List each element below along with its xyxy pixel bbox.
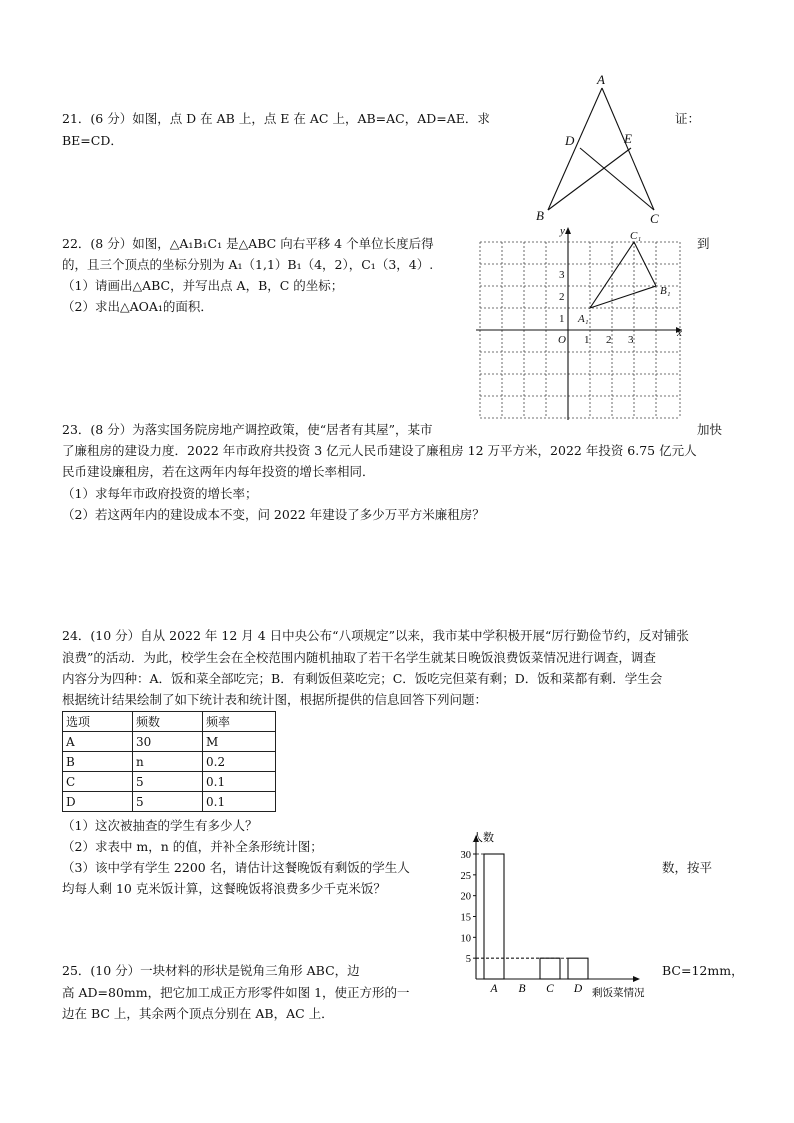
table-row (63, 792, 276, 812)
bar-chart (446, 825, 660, 1000)
table-row (63, 752, 276, 772)
q25-line-3: 边在 BC 上，其余两个顶点分别在 AB，AC 上． (62, 1006, 334, 1021)
table-cell: 5 (133, 772, 203, 792)
table-row (63, 732, 276, 752)
table-cell: 0.1 (203, 772, 276, 792)
table-cell: 0.2 (203, 752, 276, 772)
bar-c (540, 958, 560, 979)
q22-y-axis-label: y (560, 225, 565, 237)
y-tick-label: 15 (460, 912, 471, 924)
table-cell: M (203, 732, 276, 752)
q22-sub-1: （1）请画出△ABC，并写出点 A，B，C 的坐标； (62, 278, 344, 293)
q25-line-2: 高 AD=80mm，把它加工成正方形零件如图 1，使正方形的一 (62, 985, 410, 1000)
q21-line-1-tail: 证： (675, 111, 701, 126)
q22-line-1-tail: 到 (697, 236, 710, 251)
q23-line-2: 了廉租房的建设力度．2022 年市政府共投资 3 亿元人民币建设了廉租房 12 万平方米，2022 年投资 6.75 亿元人 (62, 443, 697, 458)
q21-label-d: D (565, 133, 575, 148)
y-axis-title: 人数 (472, 832, 494, 844)
q24-sub-4: 均每人剩 10 克米饭计算，这餐晚饭将浪费多少千克米饭？ (62, 881, 386, 896)
q22-x-tick-1: 1 (584, 334, 590, 346)
q22-x-tick-3: 3 (628, 334, 634, 346)
q22-label-a1: A₁ (578, 313, 589, 325)
q22-y-tick-2: 2 (559, 291, 565, 303)
q21-label-c: C (650, 211, 659, 226)
q22-y-tick-3: 3 (559, 269, 565, 281)
table-header-row (63, 712, 276, 732)
q23-line-1-tail: 加快 (697, 422, 723, 437)
frequency-table (62, 711, 276, 812)
q23-sub-2: （2）若这两年内的建设成本不变，问 2022 年建设了多少万平方米廉租房？ (62, 507, 485, 522)
table-cell: 5 (133, 792, 203, 812)
q21-line-2: BE=CD． (62, 133, 123, 148)
q23-sub-1: （1）求每年市政府投资的增长率； (62, 486, 258, 501)
table-row (63, 772, 276, 792)
x-axis-title: 剩饭菜情况 (592, 988, 645, 999)
x-tick-label: C (546, 983, 554, 995)
q22-sub-2: （2）求出△AOA₁的面积． (62, 299, 213, 314)
q22-label-c1: C₁ (630, 230, 642, 242)
q21-triangle-figure (528, 68, 678, 226)
table-cell: C (63, 772, 133, 792)
x-tick-label: D (573, 983, 583, 995)
table-cell: 30 (133, 732, 203, 752)
y-tick-label: 5 (465, 954, 471, 966)
q23-line-1: 23．(8 分）为落实国务院房地产调控政策，使“居者有其屋”，某市 (62, 422, 433, 437)
x-axis-arrow (633, 976, 640, 982)
table-cell: D (63, 792, 133, 812)
table-cell: B (63, 752, 133, 772)
y-tick-label: 25 (460, 870, 471, 882)
q24-sub-3-tail: 数，按平 (662, 860, 713, 875)
q24-sub-2: （2）求表中 m，n 的值，并补全条形统计图； (62, 839, 323, 854)
q22-line-2: 的，且三个顶点的坐标分别为 A₁（1,1）B₁（4，2），C₁（3，4）. (62, 257, 434, 272)
q22-x-tick-2: 2 (606, 334, 612, 346)
x-tick-label: A (490, 983, 498, 995)
table-cell: A (63, 732, 133, 752)
bar-d (568, 958, 588, 979)
table-header-cell: 频数 (133, 712, 203, 732)
bar-a (484, 854, 504, 979)
q22-origin-label: O (558, 334, 566, 346)
q21-label-e: E (624, 131, 632, 146)
q24-sub-3: （3）该中学有学生 2200 名，请估计这餐晚饭有剩饭的学生人 (62, 860, 410, 875)
q21-line-1: 21．(6 分）如图，点 D 在 AB 上，点 E 在 AC 上，AB=AC，AD=AE．求 (62, 111, 490, 126)
table-cell: n (133, 752, 203, 772)
q22-line-1: 22．(8 分）如图，△A₁B₁C₁ 是△ABC 向右平移 4 个单位长度后得 (62, 236, 434, 251)
q25-line-1: 25．(10 分）一块材料的形状是锐角三角形 ABC，边 (62, 963, 360, 978)
y-tick-label: 20 (460, 891, 471, 903)
q22-x-axis-label: x (677, 327, 682, 339)
q22-coordinate-grid (474, 224, 690, 422)
q21-label-a: A (597, 72, 605, 87)
q22-label-b1: B₁ (660, 285, 671, 297)
q23-line-3: 民币建设廉租房，若在这两年内每年投资的增长率相同． (62, 464, 375, 479)
q24-line-2: 浪费”的活动．为此，校学生会在全校范围内随机抽取了若干名学生就某日晚饭浪费饭菜情况进行调查，调查 (62, 650, 656, 665)
q22-y-tick-1: 1 (559, 313, 565, 325)
table-header-cell: 选项 (63, 712, 133, 732)
q24-line-1: 24．(10 分）自从 2022 年 12 月 4 日中央公布“八项规定”以来，我市某中学积极开展“厉行勤俭节约，反对铺张 (62, 628, 689, 643)
table-cell: 0.1 (203, 792, 276, 812)
x-tick-label: B (518, 983, 526, 995)
q24-line-3: 内容分为四种：A．饭和菜全部吃完；B．有剩饭但菜吃完；C．饭吃完但菜有剩；D．饭和菜都有剩．学生会 (62, 671, 663, 686)
q25-line-1-tail: BC=12mm， (662, 963, 744, 978)
q21-label-b: B (536, 208, 544, 223)
q24-sub-1: （1）这次被抽查的学生有多少人？ (62, 818, 258, 833)
q24-line-4: 根据统计结果绘制了如下统计表和统计图，根据所提供的信息回答下列问题： (62, 692, 488, 707)
y-tick-label: 30 (460, 850, 471, 861)
table-header-cell: 频率 (203, 712, 276, 732)
y-tick-label: 10 (460, 933, 471, 945)
